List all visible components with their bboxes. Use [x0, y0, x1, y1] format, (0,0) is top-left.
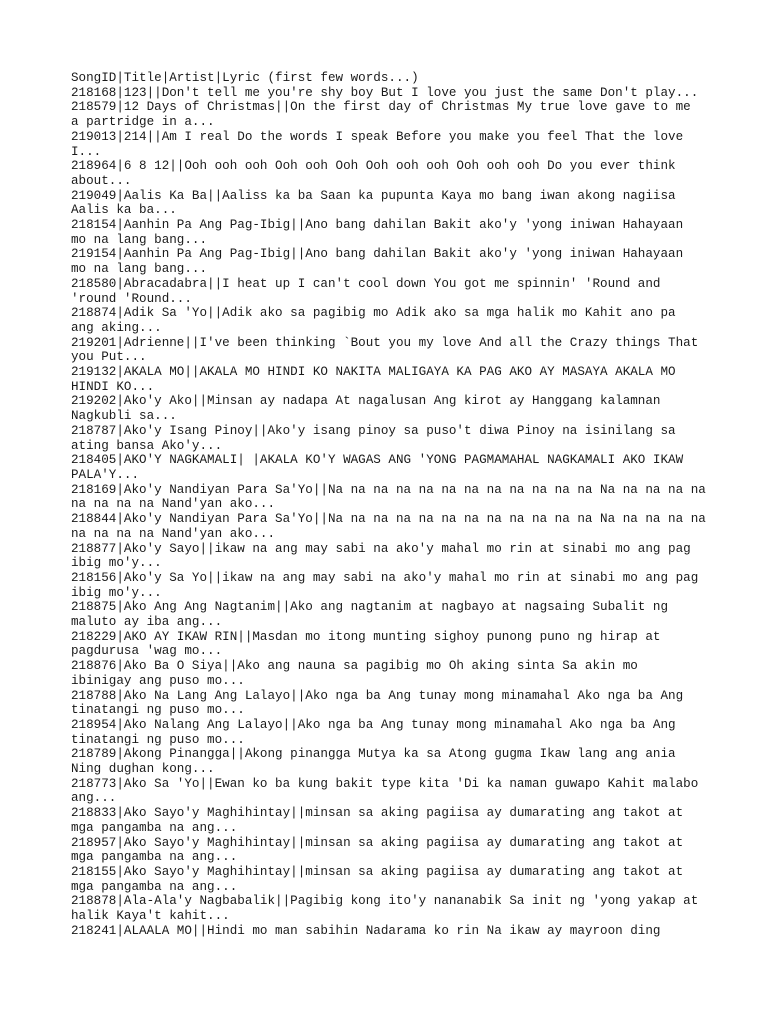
text-line: 218874|Adik Sa 'Yo||Adik ako sa pagibig mo Adik ako sa mga halik mo Kahit ano pa: [71, 306, 676, 321]
text-line: 219154|Aanhin Pa Ang Pag-Ibig||Ano bang dahilan Bakit ako'y 'yong iniwan Hahayaan: [71, 247, 684, 262]
text-line: 'round 'Round...: [71, 291, 192, 306]
text-line: 218844|Ako'y Nandiyan Para Sa'Yo||Na na na na na na na na na na na na Na na na na na: [71, 512, 706, 527]
text-line: 219049|Aalis Ka Ba||Aaliss ka ba Saan ka pupunta Kaya mo bang iwan akong nagiisa: [71, 188, 676, 203]
text-line: tinatangi ng puso mo...: [71, 703, 245, 718]
text-line: tinatangi ng puso mo...: [71, 732, 245, 747]
text-line: 219132|AKALA MO||AKALA MO HINDI KO NAKITA MALIGAYA KA PAG AKO AY MASAYA AKALA MO: [71, 365, 676, 380]
text-line: ibig mo'y...: [71, 556, 162, 571]
text-line: 218964|6 8 12||Ooh ooh ooh Ooh ooh Ooh Ooh ooh ooh Ooh ooh ooh Do you ever think: [71, 159, 676, 174]
text-line: 218833|Ako Sayo'y Maghihintay||minsan sa aking pagiisa ay dumarating ang takot at: [71, 806, 684, 821]
text-line: 219013|214||Am I real Do the words I speak Before you make you feel That the love: [71, 129, 684, 144]
text-line: 218579|12 Days of Christmas||On the first day of Christmas My true love gave to me: [71, 100, 691, 115]
text-line: 218229|AKO AY IKAW RIN||Masdan mo itong munting sighoy punong puno ng hirap at: [71, 629, 661, 644]
text-line: ating bansa Ako'y...: [71, 438, 223, 453]
text-line: mga pangamba na ang...: [71, 850, 238, 865]
text-line: I...: [71, 144, 102, 159]
text-line: ang aking...: [71, 320, 162, 335]
text-line: ang...: [71, 791, 117, 806]
text-line: 218580|Abracadabra||I heat up I can't cool down You got me spinnin' 'Round and: [71, 276, 661, 291]
text-line: 218787|Ako'y Isang Pinoy||Ako'y isang pinoy sa puso't diwa Pinoy na isinilang sa: [71, 423, 676, 438]
text-line: HINDI KO...: [71, 379, 155, 394]
text-line: 218957|Ako Sayo'y Maghihintay||minsan sa aking pagiisa ay dumarating ang takot at: [71, 835, 684, 850]
text-line: 218878|Ala-Ala'y Nagbabalik||Pagibig kong ito'y nananabik Sa init ng 'yong yakap at: [71, 894, 699, 909]
text-line: 218241|ALAALA MO||Hindi mo man sabihin Nadarama ko rin Na ikaw ay mayroon ding: [71, 923, 661, 938]
text-line: 218788|Ako Na Lang Ang Lalayo||Ako nga ba Ang tunay mong minamahal Ako nga ba Ang: [71, 688, 684, 703]
text-line: about...: [71, 173, 132, 188]
text-line: 218877|Ako'y Sayo||ikaw na ang may sabi na ako'y mahal mo rin at sinabi mo ang pag: [71, 541, 691, 556]
text-line: 219202|Ako'y Ako||Minsan ay nadapa At nagalusan Ang kirot ay Hanggang kalamnan: [71, 394, 661, 409]
text-line: Nagkubli sa...: [71, 409, 177, 424]
text-line: Ning dughan kong...: [71, 762, 215, 777]
text-line: mo na lang bang...: [71, 262, 208, 277]
text-line: you Put...: [71, 350, 147, 365]
text-line: 218773|Ako Sa 'Yo||Ewan ko ba kung bakit type kita 'Di ka naman guwapo Kahit malabo: [71, 776, 699, 791]
text-line: 218954|Ako Nalang Ang Lalayo||Ako nga ba Ang tunay mong minamahal Ako nga ba Ang: [71, 717, 676, 732]
text-line: Aalis ka ba...: [71, 203, 177, 218]
text-line: 218789|Akong Pinangga||Akong pinangga Mutya ka sa Atong gugma Ikaw lang ang ania: [71, 747, 676, 762]
text-line: 219201|Adrienne||I've been thinking `Bout you my love And all the Crazy things That: [71, 335, 699, 350]
text-line: maluto ay iba ang...: [71, 615, 223, 630]
text-line: 218875|Ako Ang Ang Nagtanim||Ako ang nagtanim at nagbayo at nagsaing Subalit ng: [71, 600, 669, 615]
text-line: 218155|Ako Sayo'y Maghihintay||minsan sa aking pagiisa ay dumarating ang takot at: [71, 864, 684, 879]
text-line: 218156|Ako'y Sa Yo||ikaw na ang may sabi na ako'y mahal mo rin at sinabi mo ang pag: [71, 570, 699, 585]
text-line: 218169|Ako'y Nandiyan Para Sa'Yo||Na na na na na na na na na na na na Na na na na na: [71, 482, 706, 497]
text-line: ibig mo'y...: [71, 585, 162, 600]
text-line: mga pangamba na ang...: [71, 820, 238, 835]
header-line: SongID|Title|Artist|Lyric (first few words...): [71, 71, 419, 85]
text-line: mga pangamba na ang...: [71, 879, 238, 894]
text-line: pagdurusa 'wag mo...: [71, 644, 223, 659]
text-line: 218405|AKO'Y NAGKAMALI| |AKALA KO'Y WAGAS ANG 'YONG PAGMAMAHAL NAGKAMALI AKO IKAW: [71, 453, 684, 468]
text-line: a partridge in a...: [71, 115, 215, 130]
text-line: ibinigay ang puso mo...: [71, 673, 245, 688]
text-line: 218168|123||Don't tell me you're shy boy But I love you just the same Don't play...: [71, 85, 699, 100]
text-line: 218154|Aanhin Pa Ang Pag-Ibig||Ano bang dahilan Bakit ako'y 'yong iniwan Hahayaan: [71, 218, 684, 233]
text-line: 218876|Ako Ba O Siya||Ako ang nauna sa pagibig mo Oh aking sinta Sa akin mo: [71, 659, 638, 674]
text-line: PALA'Y...: [71, 467, 140, 482]
text-line: na na na na Nand'yan ako...: [71, 526, 276, 541]
text-line: halik Kaya't kahit...: [71, 909, 230, 924]
song-list-document: [71, 71, 706, 938]
text-line: mo na lang bang...: [71, 232, 208, 247]
text-line: na na na na Nand'yan ako...: [71, 497, 276, 512]
